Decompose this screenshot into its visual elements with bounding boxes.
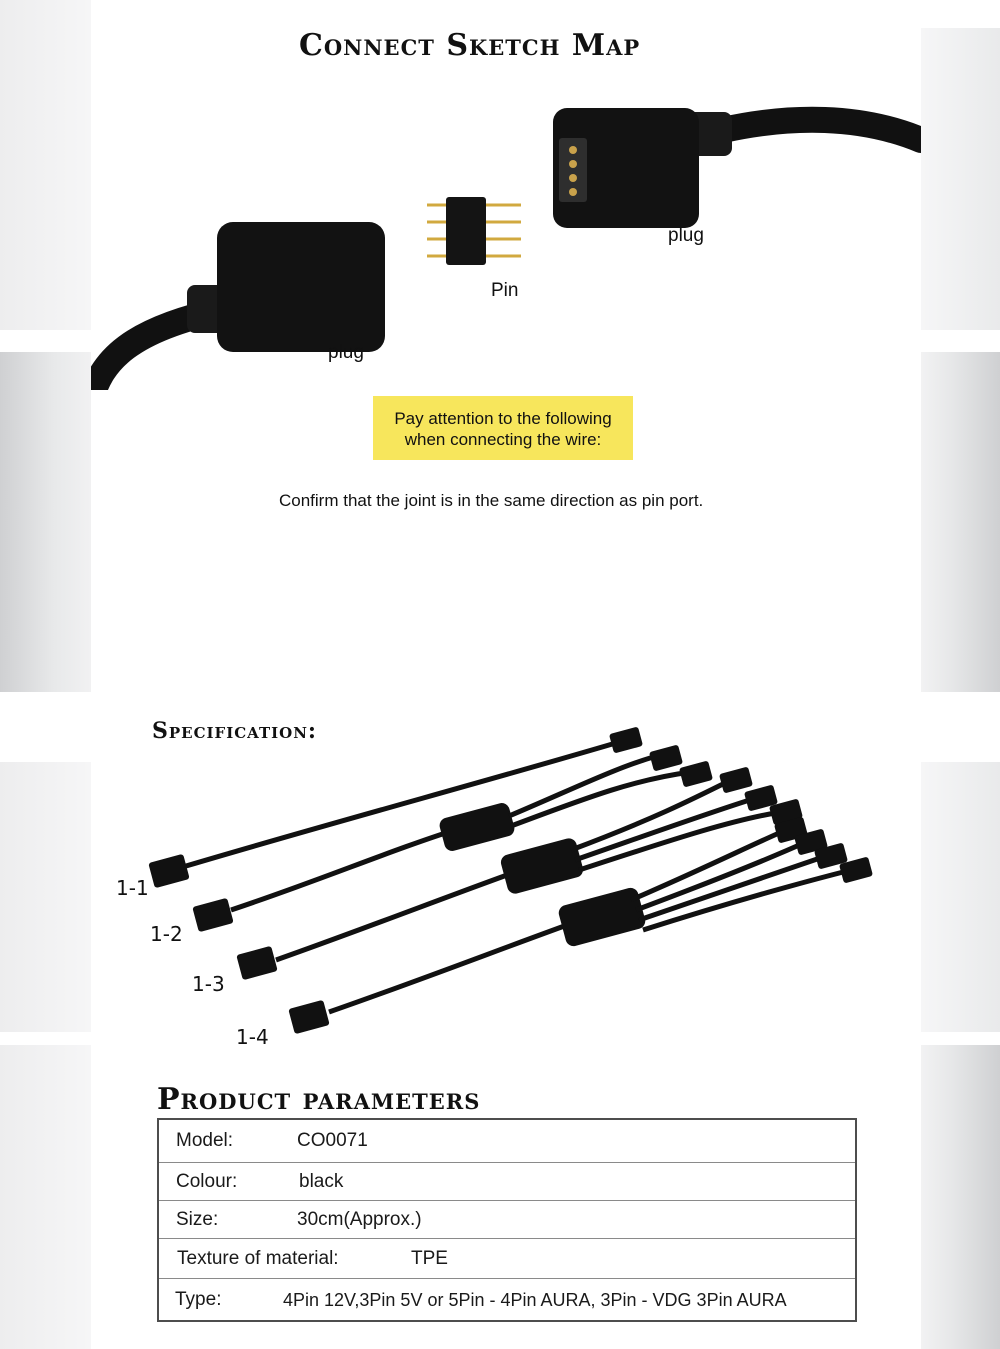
param-row-size (159, 1200, 855, 1239)
right-panel-low (921, 762, 1000, 1032)
right-panel-mid (921, 352, 1000, 692)
spec-item-1-3: 1-3 (192, 972, 225, 996)
notice-box (373, 396, 633, 460)
param-value: 30cm(Approx.) (297, 1209, 422, 1230)
right-panel-bottom (921, 1045, 1000, 1349)
confirm-text: Confirm that the joint is in the same direction as pin port. (279, 491, 704, 510)
notice-line-2: when connecting the wire: (404, 430, 602, 449)
left-panel-low (0, 762, 91, 1032)
sketch-title: Connect Sketch Map (299, 28, 641, 63)
param-label: Texture of material: (177, 1248, 339, 1269)
connector-illustration (91, 0, 921, 390)
param-label: Type: (175, 1289, 222, 1310)
params-table (157, 1118, 857, 1322)
spec-item-1-1: 1-1 (116, 876, 149, 900)
page-content (91, 0, 921, 1349)
right-panel-top (921, 28, 1000, 330)
left-panel-top (0, 0, 91, 330)
param-row-colour (159, 1162, 855, 1201)
pin-header (427, 197, 521, 265)
params-title: Product parameters (157, 1082, 481, 1117)
param-value: black (299, 1171, 344, 1192)
param-label: Model: (176, 1130, 234, 1151)
param-value: CO0071 (297, 1130, 368, 1151)
left-panel-bottom (0, 1045, 91, 1349)
param-label: Size: (176, 1209, 219, 1230)
param-row-model (159, 1120, 855, 1162)
spec-item-1-4: 1-4 (236, 1025, 269, 1049)
param-value: TPE (411, 1248, 448, 1269)
left-plug (217, 222, 385, 352)
cable-1-3 (236, 766, 803, 980)
param-row-type (159, 1278, 855, 1321)
left-panel-mid (0, 352, 91, 692)
param-label: Colour: (176, 1171, 238, 1192)
param-row-material (159, 1238, 855, 1279)
notice-line-1: Pay attention to the following (394, 409, 612, 428)
param-value: 4Pin 12V,3Pin 5V or 5Pin - 4Pin AURA, 3Pin - VDG 3Pin AURA (283, 1289, 787, 1310)
plug-right-label: plug (668, 225, 704, 246)
spec-title: Specification: (152, 718, 318, 744)
right-cable (723, 120, 921, 140)
cable-variants-illustration (91, 720, 921, 1080)
spec-item-1-2: 1-2 (150, 922, 183, 946)
plug-left-label: plug (328, 342, 364, 363)
pin-label: Pin (491, 280, 519, 301)
